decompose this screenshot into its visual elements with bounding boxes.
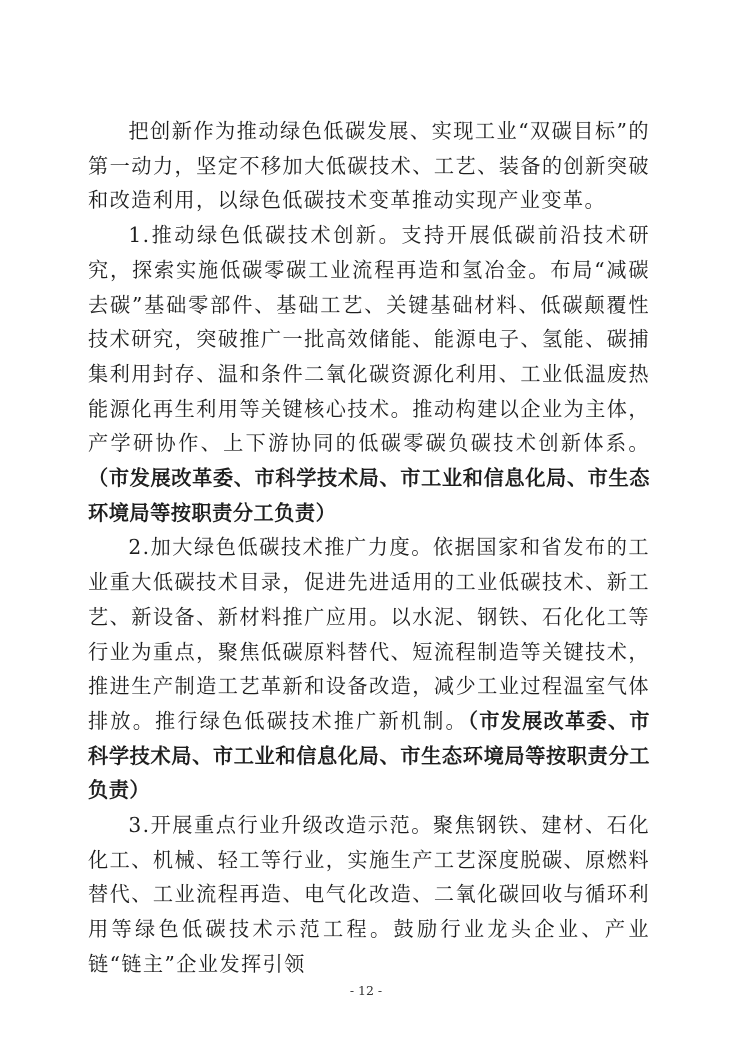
responsibility-note: （市发展改革委、市科学技术局、市工业和信息化局、市生态环境局等按职责分工负责） <box>88 708 650 803</box>
item-1-paragraph <box>88 218 650 530</box>
item-3-paragraph <box>88 808 650 982</box>
page-number: - 12 - <box>349 983 383 998</box>
paragraph-text: 2.加大绿色低碳技术推广力度。依据国家和省发布的工业重大低碳技术目录，促进先进适用的工业低碳技术、新工艺、新设备、新材料推广应用。以水泥、钢铁、石化化工等行业为重点，聚焦低碳原料替代、短流程制造等关键技术，推进生产制造工艺革新和设备改造，减少工业过程温室气体排放。推行绿色低碳技术推广新机制。 <box>88 535 650 733</box>
paragraph-text: 3.开展重点行业升级改造示范。聚焦钢铁、建材、石化化工、机械、轻工等行业，实施生产工艺深度脱碳、原燃料替代、工业流程再造、电气化改造、二氧化碳回收与循环利用等绿色低碳技术示范工程。鼓励行业龙头企业、产业链“链主”企业发挥引领 <box>88 813 650 976</box>
item-2-paragraph <box>88 530 650 808</box>
intro-paragraph <box>88 114 650 218</box>
body-text <box>88 114 650 982</box>
paragraph-text: 1.推动绿色低碳技术创新。支持开展低碳前沿技术研究，探索实施低碳零碳工业流程再造和氢冶金。布局“减碳去碳”基础零部件、基础工艺、关键基础材料、低碳颠覆性技术研究，突破推广一批高效储能、能源电子、氢能、碳捕集利用封存、温和条件二氧化碳资源化利用、工业低温废热能源化再生利用等关键核心技术。推动构建以企业为主体，产学研协作、上下游协同的低碳零碳负碳技术创新体系。 <box>88 223 650 456</box>
responsibility-note: （市发展改革委、市科学技术局、市工业和信息化局、市生态环境局等按职责分工负责） <box>88 466 650 525</box>
paragraph-text: 把创新作为推动绿色低碳发展、实现工业“双碳目标”的第一动力，坚定不移加大低碳技术、工艺、装备的创新突破和改造利用，以绿色低碳技术变革推动实现产业变革。 <box>88 119 650 213</box>
